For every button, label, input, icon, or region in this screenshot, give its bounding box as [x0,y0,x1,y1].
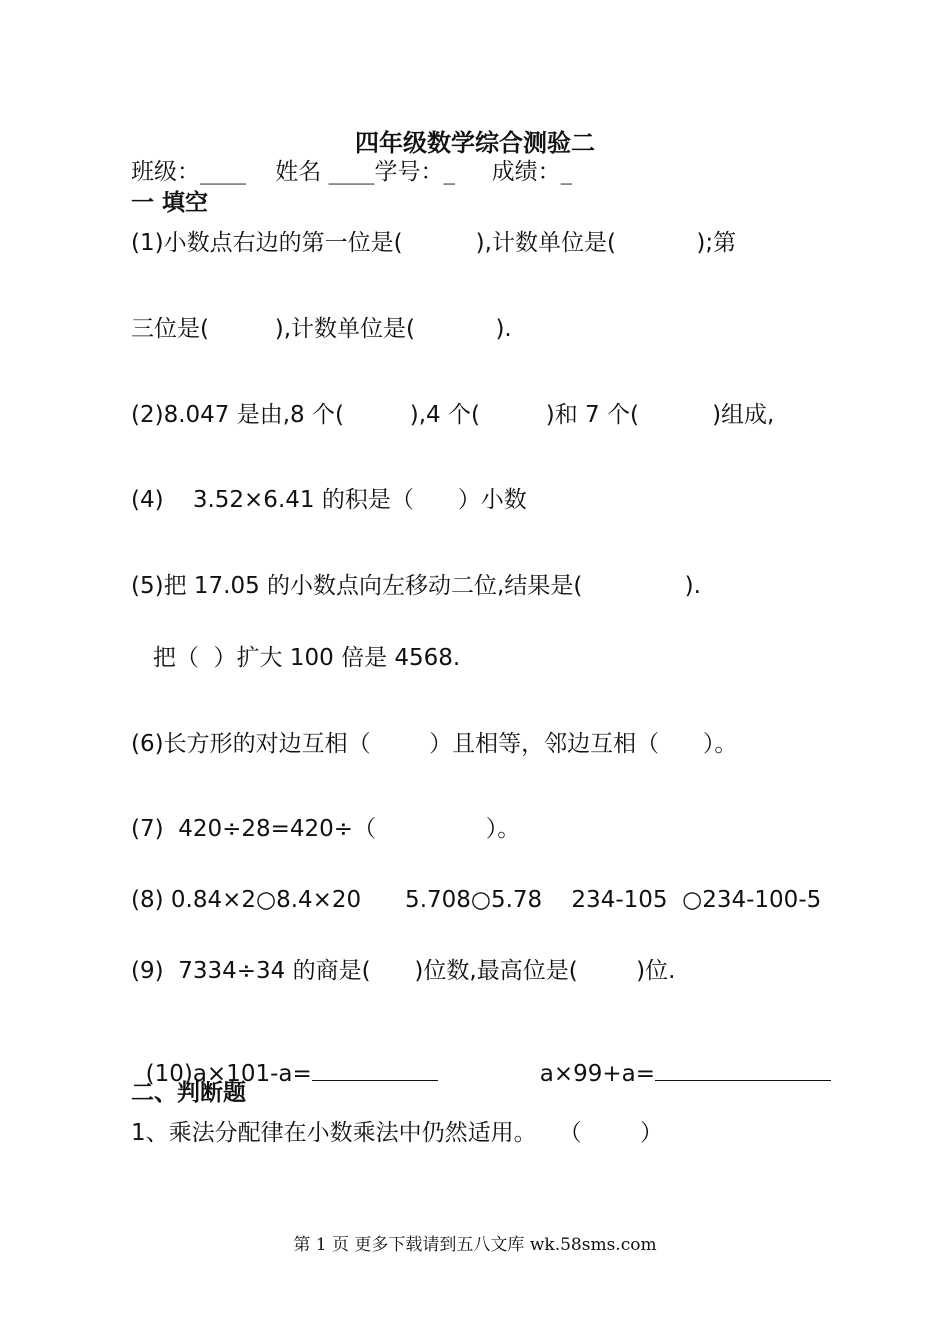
question-8: (8) 0.84×2○8.4×20 5.708○5.78 234-105 ○234-100-5 [131,887,822,913]
section-1-heading: 一 填空 [131,190,209,216]
question-5-line-2: 把（ ）扩大 100 倍是 4568. [131,645,461,671]
question-10-part-a: (10)a×101-a= [145,1060,312,1087]
answer-blank [312,1058,438,1081]
question-9: (9) 7334÷34 的商是( )位数,最高位是( )位. [131,958,676,984]
question-1-line-2: 三位是( ),计数单位是( ). [131,316,512,342]
page-title: 四年级数学综合测验二 [355,128,595,157]
question-10-part-b: a×99+a= [539,1060,656,1087]
judgment-question-1: 1、乘法分配律在小数乘法中仍然适用。 （ ） [131,1120,664,1146]
page-footer: 第 1 页 更多下载请到五八文库 wk.58sms.com [293,1235,657,1255]
question-2: (2)8.047 是由,8 个( ),4 个( )和 7 个( )组成, [131,402,775,428]
question-5-line-1: (5)把 17.05 的小数点向左移动二位,结果是( ). [131,573,701,599]
question-6: (6)长方形的对边互相（ ）且相等，邻边互相（ ）。 [131,731,738,757]
question-1-line-1: (1)小数点右边的第一位是( ),计数单位是( );第 [131,230,737,256]
section-2-heading: 二、判断题 [131,1080,246,1106]
question-4: (4) 3.52×6.41 的积是（ ）小数 [131,487,527,513]
question-7: (7) 420÷28=420÷（ ）。 [131,816,521,842]
student-info-line: 班级：____ 姓名 ____学号：_ 成绩：_ [131,159,573,185]
answer-blank [655,1058,831,1081]
